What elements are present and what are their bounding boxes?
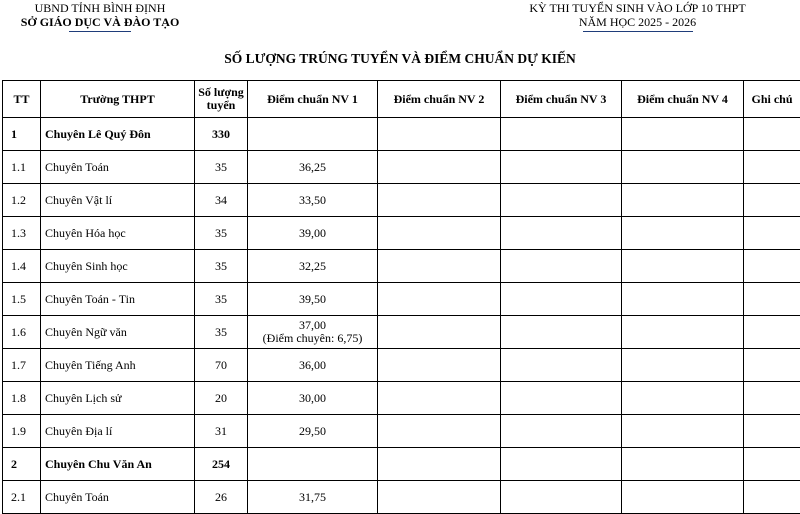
cell-nv1 xyxy=(248,118,378,151)
cell-school: Chuyên Sinh học xyxy=(41,250,195,283)
cell-nv3 xyxy=(501,151,622,184)
cell-tt: 1.7 xyxy=(3,349,41,382)
cell-school: Chuyên Lê Quý Đôn xyxy=(41,118,195,151)
cell-nv4 xyxy=(622,415,744,448)
nv1-score-note: (Điểm chuyên: 6,75) xyxy=(252,332,373,345)
cell-note xyxy=(744,250,800,283)
cell-tt: 1.6 xyxy=(3,316,41,349)
nv1-score: 37,00 xyxy=(252,319,373,332)
cell-nv2 xyxy=(378,217,501,250)
column-header: Điểm chuẩn NV 2 xyxy=(378,81,501,118)
cell-school: Chuyên Ngữ văn xyxy=(41,316,195,349)
column-header: Ghi chú xyxy=(744,81,800,118)
cell-quota: 35 xyxy=(195,283,248,316)
column-header: Điểm chuẩn NV 4 xyxy=(622,81,744,118)
cell-tt: 1.5 xyxy=(3,283,41,316)
cell-tt: 1.2 xyxy=(3,184,41,217)
cell-nv2 xyxy=(378,184,501,217)
column-header: Số lượng tuyển xyxy=(195,81,248,118)
table-row xyxy=(3,184,800,217)
cell-school: Chuyên Toán - Tin xyxy=(41,283,195,316)
table-body xyxy=(3,118,800,514)
table-row xyxy=(3,217,800,250)
cell-school: Chuyên Địa lí xyxy=(41,415,195,448)
cell-nv4 xyxy=(622,316,744,349)
cell-quota: 31 xyxy=(195,415,248,448)
cell-note xyxy=(744,382,800,415)
table-row xyxy=(3,151,800,184)
cell-note xyxy=(744,349,800,382)
cell-nv3 xyxy=(501,184,622,217)
cell-quota: 20 xyxy=(195,382,248,415)
cell-school: Chuyên Hóa học xyxy=(41,217,195,250)
cell-quota: 35 xyxy=(195,316,248,349)
cell-nv2 xyxy=(378,250,501,283)
document-title: SỐ LƯỢNG TRÚNG TUYỂN VÀ ĐIỂM CHUẨN DỰ KIẾN xyxy=(0,51,800,67)
cell-note xyxy=(744,118,800,151)
cell-tt: 1.9 xyxy=(3,415,41,448)
cell-nv4 xyxy=(622,349,744,382)
cell-nv1: 32,25 xyxy=(248,250,378,283)
cell-nv3 xyxy=(501,250,622,283)
cell-nv2 xyxy=(378,151,501,184)
cell-quota: 70 xyxy=(195,349,248,382)
cell-quota: 254 xyxy=(195,448,248,481)
table-row xyxy=(3,316,800,349)
cell-nv1: 31,75 xyxy=(248,481,378,514)
cell-quota: 34 xyxy=(195,184,248,217)
cell-nv1: 36,00 xyxy=(248,349,378,382)
cell-nv1: 36,25 xyxy=(248,151,378,184)
cell-nv1: 33,50 xyxy=(248,184,378,217)
cell-nv4 xyxy=(622,382,744,415)
cell-nv3 xyxy=(501,217,622,250)
cell-note xyxy=(744,283,800,316)
cell-nv3 xyxy=(501,283,622,316)
cell-tt: 1.8 xyxy=(3,382,41,415)
cell-quota: 35 xyxy=(195,217,248,250)
cell-tt: 1.1 xyxy=(3,151,41,184)
cell-nv4 xyxy=(622,250,744,283)
column-header: Điểm chuẩn NV 1 xyxy=(248,81,378,118)
exam-line-2: NĂM HỌC 2025 - 2026 xyxy=(579,15,696,29)
cell-nv1: 29,50 xyxy=(248,415,378,448)
cell-nv4 xyxy=(622,151,744,184)
column-header: Điểm chuẩn NV 3 xyxy=(501,81,622,118)
cell-nv3 xyxy=(501,118,622,151)
cell-school: Chuyên Chu Văn An xyxy=(41,448,195,481)
table-row xyxy=(3,349,800,382)
cell-tt: 1.3 xyxy=(3,217,41,250)
cell-nv1 xyxy=(248,316,378,349)
cell-tt: 1 xyxy=(3,118,41,151)
cell-nv3 xyxy=(501,481,622,514)
table-row xyxy=(3,415,800,448)
cell-school: Chuyên Toán xyxy=(41,481,195,514)
cell-nv3 xyxy=(501,415,622,448)
cell-nv4 xyxy=(622,118,744,151)
issuer-line-1: UBND TỈNH BÌNH ĐỊNH xyxy=(0,1,200,15)
issuer-block xyxy=(0,1,200,29)
cell-note xyxy=(744,316,800,349)
cell-school: Chuyên Toán xyxy=(41,151,195,184)
cell-nv2 xyxy=(378,481,501,514)
cell-nv2 xyxy=(378,118,501,151)
admission-table xyxy=(2,80,800,514)
table-row xyxy=(3,382,800,415)
cell-nv4 xyxy=(622,184,744,217)
cell-note xyxy=(744,184,800,217)
cell-nv2 xyxy=(378,382,501,415)
cell-school: Chuyên Tiếng Anh xyxy=(41,349,195,382)
cell-school: Chuyên Vật lí xyxy=(41,184,195,217)
cell-nv2 xyxy=(378,415,501,448)
exam-line-1: KỲ THI TUYỂN SINH VÀO LỚP 10 THPT xyxy=(505,1,770,15)
cell-tt: 2.1 xyxy=(3,481,41,514)
cell-nv2 xyxy=(378,349,501,382)
cell-note xyxy=(744,481,800,514)
table-group-row xyxy=(3,118,800,151)
cell-note xyxy=(744,151,800,184)
cell-nv4 xyxy=(622,448,744,481)
cell-nv1: 39,00 xyxy=(248,217,378,250)
table-row xyxy=(3,481,800,514)
cell-nv2 xyxy=(378,448,501,481)
cell-note xyxy=(744,217,800,250)
cell-quota: 35 xyxy=(195,151,248,184)
cell-note xyxy=(744,415,800,448)
cell-nv3 xyxy=(501,349,622,382)
cell-nv4 xyxy=(622,481,744,514)
cell-nv4 xyxy=(622,217,744,250)
cell-nv3 xyxy=(501,382,622,415)
table-row xyxy=(3,283,800,316)
cell-quota: 330 xyxy=(195,118,248,151)
cell-nv1: 39,50 xyxy=(248,283,378,316)
cell-nv1 xyxy=(248,448,378,481)
table-row xyxy=(3,250,800,283)
cell-nv4 xyxy=(622,283,744,316)
column-header: TT xyxy=(3,81,41,118)
cell-nv1: 30,00 xyxy=(248,382,378,415)
issuer-line-2: SỞ GIÁO DỤC VÀ ĐÀO TẠO xyxy=(21,15,180,29)
table-group-row xyxy=(3,448,800,481)
column-header: Trường THPT xyxy=(41,81,195,118)
cell-nv2 xyxy=(378,316,501,349)
cell-tt: 2 xyxy=(3,448,41,481)
cell-nv3 xyxy=(501,448,622,481)
cell-school: Chuyên Lịch sử xyxy=(41,382,195,415)
cell-quota: 26 xyxy=(195,481,248,514)
cell-nv3 xyxy=(501,316,622,349)
cell-tt: 1.4 xyxy=(3,250,41,283)
exam-block xyxy=(505,1,770,29)
table-header-row xyxy=(3,81,800,118)
cell-quota: 35 xyxy=(195,250,248,283)
cell-note xyxy=(744,448,800,481)
cell-nv2 xyxy=(378,283,501,316)
